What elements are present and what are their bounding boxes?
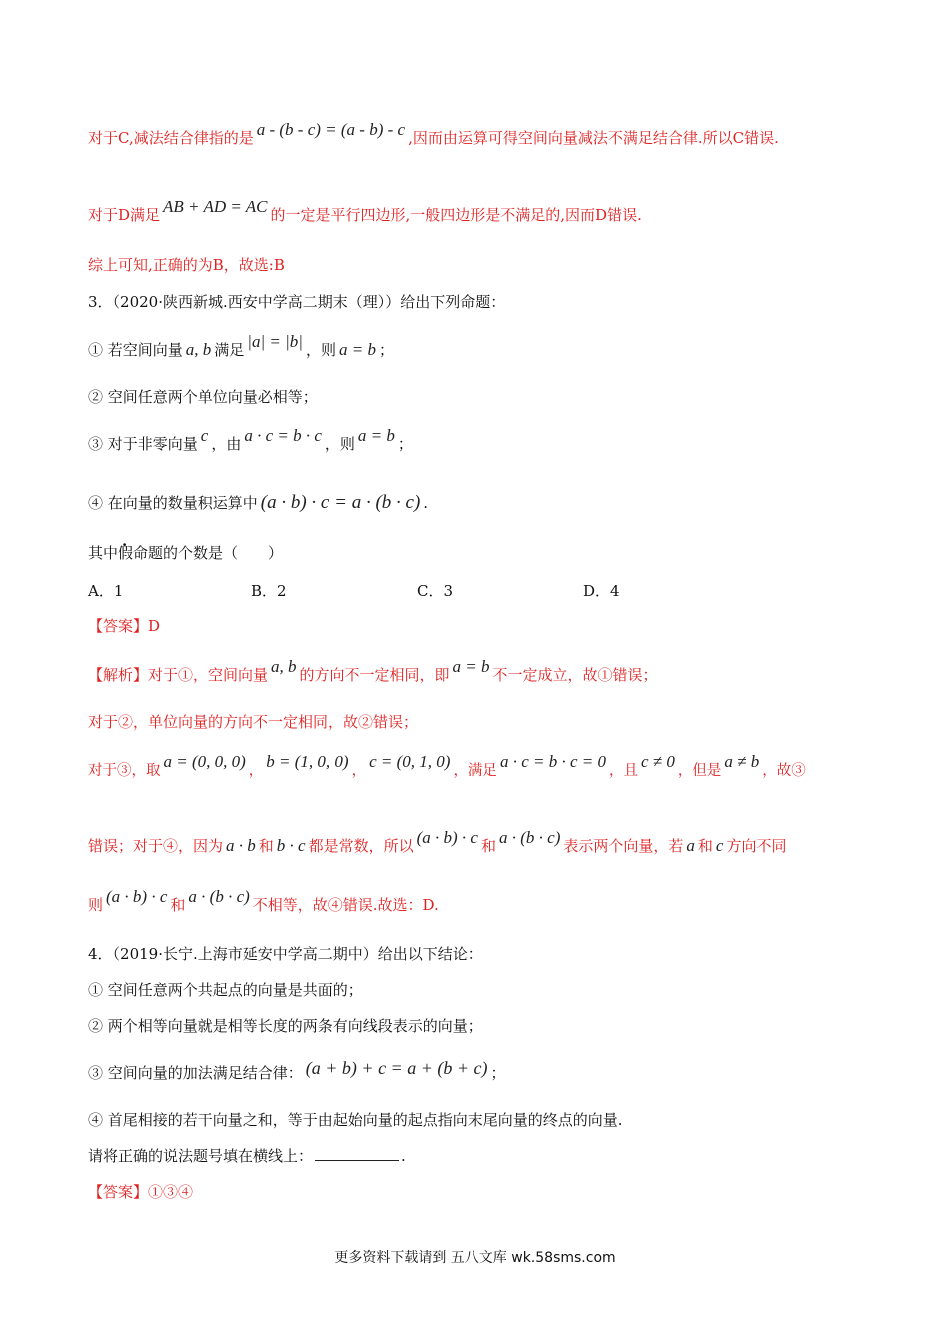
q3-explanation-1-mid: 的方向不一定相同，即 [299, 666, 450, 684]
q3-explanation-4-math-bc: b · c [276, 836, 306, 855]
q4-answer-blank[interactable] [315, 1146, 399, 1161]
q4-item-3-suffix: ； [490, 1064, 506, 1082]
q3-explanation-4-math-ab: a · b [226, 836, 256, 855]
q3-explanation-5-suffix: 不相等，故④错误.故选：D. [252, 896, 439, 914]
q3-explanation-4-mid: 都是常数，所以 [308, 837, 414, 855]
q3-explanation-4-math-abc-right: a · (b · c) [498, 828, 561, 847]
q3-explanation-3-sep1: ， [248, 763, 264, 779]
q3-item-3-mid2: ，则 [324, 435, 355, 453]
q3-explanation-4-math-a: a [686, 836, 695, 855]
q3-item-1 [88, 332, 870, 360]
q3-explanation-3-math-a: a = (0, 0, 0) [163, 752, 246, 771]
q3-item-1-math-eq: a = b [338, 340, 376, 359]
q3-explanation-5-prefix: 则 [88, 896, 104, 914]
q3-explanation-4-mid2: 表示两个向量，若 [563, 837, 684, 855]
q3-item-3 [88, 426, 870, 454]
q3-explanation-3 [88, 752, 870, 781]
q3-answer: 【答案】D [88, 617, 161, 635]
q4-item-1: ① 空间任意两个共起点的向量是共面的； [88, 981, 363, 999]
q4-answer: 【答案】①③④ [88, 1183, 194, 1201]
q4-fill-suffix: . [401, 1147, 406, 1165]
q3-explanation-3-math-b: b = (1, 0, 0) [266, 752, 349, 771]
q3-explanation-4-and3: 和 [697, 837, 713, 855]
q4-item-3 [88, 1058, 870, 1083]
d-analysis-line [88, 197, 870, 225]
q3-option-c: C．3 [417, 582, 454, 600]
q4-fill-line [88, 1146, 870, 1166]
q3-explanation-3-math-neq: a ≠ b [724, 752, 760, 771]
q3-explanation-4-and1: 和 [258, 837, 274, 855]
q3-option-a: A．1 [88, 582, 124, 600]
q3-explanation-3-prefix: 对于③，取 [88, 763, 161, 779]
q3-explanation-3-mid2: ，且 [608, 763, 638, 779]
q3-explanation-4-prefix: 错误；对于④，因为 [88, 837, 224, 855]
q3-item-3-prefix: ③ 对于非零向量 [88, 435, 198, 453]
q3-question-emph: 假 [118, 544, 134, 562]
q3-explanation-label: 【解析】 [88, 666, 149, 684]
q4-item-3-prefix: ③ 空间向量的加法满足结合律： [88, 1064, 303, 1082]
q3-explanation-5 [88, 887, 870, 915]
q3-explanation-5-math-left: (a · b) · c [106, 887, 168, 906]
q3-item-4-prefix: ④ 在向量的数量积运算中 [88, 494, 258, 512]
q3-item-2: ② 空间任意两个单位向量必相等； [88, 388, 318, 406]
d-analysis-prefix: 对于D满足 [88, 206, 161, 224]
q3-option-d: D．4 [583, 582, 620, 600]
q3-item-3-math-c: c [200, 426, 209, 445]
q3-item-1-math-norms: |a| = |b| [247, 332, 303, 351]
footer-text: 更多资料下载请到 五八文库 wk.58sms.com [334, 1250, 616, 1266]
c-analysis-prefix: 对于C,减法结合律指的是 [88, 129, 254, 147]
q3-item-1-mid: 满足 [214, 341, 245, 359]
c-analysis-line [88, 120, 870, 148]
q3-explanation-3-suffix: ，故③ [762, 763, 806, 779]
q4-title: 4．（2019·长宁.上海市延安中学高二期中）给出以下结论： [88, 945, 483, 963]
q3-explanation-3-sep2: ， [351, 763, 367, 779]
q3-item-4 [88, 493, 870, 513]
q3-explanation-5-math-right: a · (b · c) [188, 887, 250, 906]
q3-explanation-3-math-dot: a · c = b · c = 0 [499, 752, 606, 771]
q3-explanation-3-mid: ，满足 [453, 763, 497, 779]
q3-explanation-4-and2: 和 [480, 837, 496, 855]
q3-explanation-3-math-c: c = (0, 1, 0) [369, 752, 451, 771]
q3-item-3-mid: ，由 [211, 435, 242, 453]
q3-explanation-4 [88, 828, 870, 856]
q3-explanation-4-math-abc-left: (a · b) · c [416, 828, 478, 847]
c-analysis-suffix: ,因而由运算可得空间向量减法不满足结合律.所以C错误. [408, 129, 779, 147]
q3-explanation-2: 对于②，单位向量的方向不一定相同，故②错误； [88, 713, 419, 731]
q3-item-4-math: (a · b) · c = a · (b · c) [260, 492, 421, 513]
q3-question-suffix: 命题的个数是（ ） [133, 544, 284, 562]
q3-option-b: B．2 [251, 582, 287, 600]
q3-explanation-1-math-vectors: a, b [271, 657, 297, 676]
q3-item-1-math-vectors: a, b [185, 340, 212, 359]
q3-explanation-4-suffix: 方向不同 [726, 837, 787, 855]
d-analysis-suffix: 的一定是平行四边形,一般四边形是不满足的,因而D错误. [270, 206, 642, 224]
q3-question-prefix: 其中 [88, 544, 119, 562]
q4-item-3-math: (a + b) + c = a + (b + c) [305, 1058, 488, 1078]
q3-item-1-mid2: ，则 [305, 341, 336, 359]
q4-item-2: ② 两个相等向量就是相等长度的两条有向线段表示的向量； [88, 1017, 483, 1035]
q3-item-3-math-dot: a · c = b · c [244, 426, 322, 445]
q3-explanation-3-mid3: ，但是 [677, 763, 722, 779]
q3-explanation-3-math-nonzero: c ≠ 0 [640, 752, 675, 771]
q3-item-4-suffix: . [423, 494, 429, 512]
q3-item-3-math-eq: a = b [357, 426, 395, 445]
summary-line: 综上可知,正确的为B，故选:B [88, 256, 285, 274]
q3-item-1-suffix: ； [378, 341, 394, 359]
q3-explanation-1-suffix: 不一定成立，故①错误； [492, 666, 658, 684]
q4-fill-prefix: 请将正确的说法题号填在横线上： [88, 1147, 314, 1165]
q3-question [88, 543, 870, 563]
q3-explanation-1 [88, 657, 870, 685]
q4-item-4: ④ 首尾相接的若干向量之和，等于由起始向量的起点指向末尾向量的终点的向量. [88, 1111, 623, 1129]
q3-title: 3．（2020·陕西新城.西安中学高二期末（理））给出下列命题： [88, 293, 506, 311]
d-analysis-formula: AB + AD = AC [163, 197, 268, 216]
q3-explanation-5-and1: 和 [170, 896, 186, 914]
q3-explanation-1-prefix: 对于①，空间向量 [148, 666, 269, 684]
q3-item-3-suffix: ； [397, 435, 413, 453]
c-analysis-formula: a - (b - c) = (a - b) - c [256, 120, 406, 139]
q3-explanation-1-math-eq: a = b [452, 657, 490, 676]
q3-explanation-4-math-c: c [715, 836, 724, 855]
q3-item-1-prefix: ① 若空间向量 [88, 341, 183, 359]
